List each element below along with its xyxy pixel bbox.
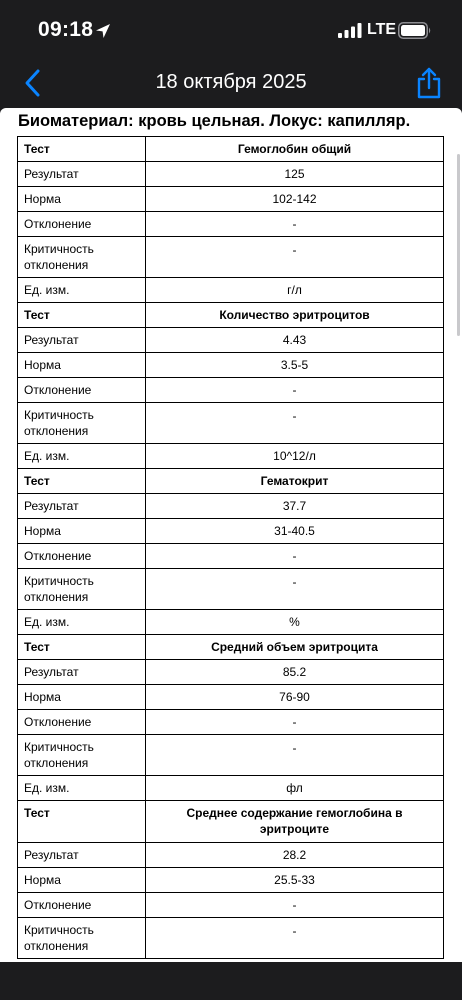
deviation-row xyxy=(18,212,444,237)
deviation-row xyxy=(18,710,444,735)
norm-label: Норма xyxy=(18,187,146,212)
test-name-row xyxy=(18,137,444,162)
norm-value: 31-40.5 xyxy=(146,519,444,544)
share-button[interactable] xyxy=(414,66,444,100)
status-time: 09:18 xyxy=(38,18,94,41)
result-label: Результат xyxy=(18,494,146,519)
test-label: Тест xyxy=(18,137,146,162)
criticality-value: - xyxy=(146,569,444,610)
norm-value: 102-142 xyxy=(146,187,444,212)
criticality-label: Критичность отклонения xyxy=(18,569,146,610)
criticality-row xyxy=(18,403,444,444)
criticality-value: - xyxy=(146,237,444,278)
norm-label: Норма xyxy=(18,685,146,710)
deviation-label: Отклонение xyxy=(18,212,146,237)
result-row xyxy=(18,162,444,187)
result-value: 125 xyxy=(146,162,444,187)
norm-row xyxy=(18,353,444,378)
deviation-label: Отклонение xyxy=(18,544,146,569)
result-label: Результат xyxy=(18,162,146,187)
result-value: 37.7 xyxy=(146,494,444,519)
deviation-label: Отклонение xyxy=(18,378,146,403)
test-name-row xyxy=(18,801,444,843)
unit-row xyxy=(18,776,444,801)
battery-icon xyxy=(398,22,432,39)
criticality-value: - xyxy=(146,403,444,444)
deviation-row xyxy=(18,893,444,918)
criticality-label: Критичность отклонения xyxy=(18,237,146,278)
test-name-row xyxy=(18,469,444,494)
result-row xyxy=(18,494,444,519)
unit-value: г/л xyxy=(146,278,444,303)
result-label: Результат xyxy=(18,660,146,685)
norm-value: 76-90 xyxy=(146,685,444,710)
test-label: Тест xyxy=(18,801,146,843)
unit-row xyxy=(18,610,444,635)
deviation-value: - xyxy=(146,710,444,735)
signal-bars-icon xyxy=(338,23,362,38)
deviation-label: Отклонение xyxy=(18,893,146,918)
unit-label: Ед. изм. xyxy=(18,444,146,469)
test-name-row xyxy=(18,303,444,328)
results-table xyxy=(17,136,444,959)
network-type: LTE xyxy=(367,21,397,38)
norm-row xyxy=(18,187,444,212)
criticality-label: Критичность отклонения xyxy=(18,403,146,444)
result-value: 28.2 xyxy=(146,843,444,868)
unit-row xyxy=(18,278,444,303)
location-arrow-icon xyxy=(94,22,112,40)
test-value: Средний объем эритроцита xyxy=(146,635,444,660)
norm-label: Норма xyxy=(18,519,146,544)
test-value: Гемоглобин общий xyxy=(146,137,444,162)
document-heading: Биоматериал: кровь цельная. Локус: капилляр. xyxy=(18,112,411,130)
norm-row xyxy=(18,868,444,893)
unit-label: Ед. изм. xyxy=(18,610,146,635)
unit-value: 10^12/л xyxy=(146,444,444,469)
bottom-bar xyxy=(0,962,462,1000)
deviation-row xyxy=(18,544,444,569)
unit-value: фл xyxy=(146,776,444,801)
unit-label: Ед. изм. xyxy=(18,278,146,303)
norm-value: 3.5-5 xyxy=(146,353,444,378)
share-icon xyxy=(419,69,439,97)
criticality-row xyxy=(18,569,444,610)
norm-row xyxy=(18,685,444,710)
test-name-row xyxy=(18,635,444,660)
test-label: Тест xyxy=(18,469,146,494)
nav-bar xyxy=(0,60,462,106)
status-bar xyxy=(0,0,462,60)
result-row xyxy=(18,843,444,868)
norm-row xyxy=(18,519,444,544)
deviation-value: - xyxy=(146,212,444,237)
unit-row xyxy=(18,444,444,469)
norm-label: Норма xyxy=(18,353,146,378)
test-label: Тест xyxy=(18,635,146,660)
norm-label: Норма xyxy=(18,868,146,893)
test-value: Среднее содержание гемоглобина в эритроците xyxy=(146,801,444,843)
criticality-label: Критичность отклонения xyxy=(18,918,146,959)
test-value: Количество эритроцитов xyxy=(146,303,444,328)
result-value: 4.43 xyxy=(146,328,444,353)
result-row xyxy=(18,328,444,353)
criticality-row xyxy=(18,735,444,776)
result-row xyxy=(18,660,444,685)
criticality-row xyxy=(18,237,444,278)
test-value: Гематокрит xyxy=(146,469,444,494)
deviation-label: Отклонение xyxy=(18,710,146,735)
scroll-indicator[interactable] xyxy=(457,154,460,336)
criticality-row xyxy=(18,918,444,959)
result-label: Результат xyxy=(18,328,146,353)
result-value: 85.2 xyxy=(146,660,444,685)
deviation-row xyxy=(18,378,444,403)
document-view[interactable] xyxy=(0,108,462,962)
result-label: Результат xyxy=(18,843,146,868)
criticality-value: - xyxy=(146,735,444,776)
criticality-value: - xyxy=(146,918,444,959)
unit-value: % xyxy=(146,610,444,635)
deviation-value: - xyxy=(146,893,444,918)
deviation-value: - xyxy=(146,378,444,403)
criticality-label: Критичность отклонения xyxy=(18,735,146,776)
norm-value: 25.5-33 xyxy=(146,868,444,893)
page-title: 18 октября 2025 xyxy=(155,71,307,93)
unit-label: Ед. изм. xyxy=(18,776,146,801)
deviation-value: - xyxy=(146,544,444,569)
test-label: Тест xyxy=(18,303,146,328)
